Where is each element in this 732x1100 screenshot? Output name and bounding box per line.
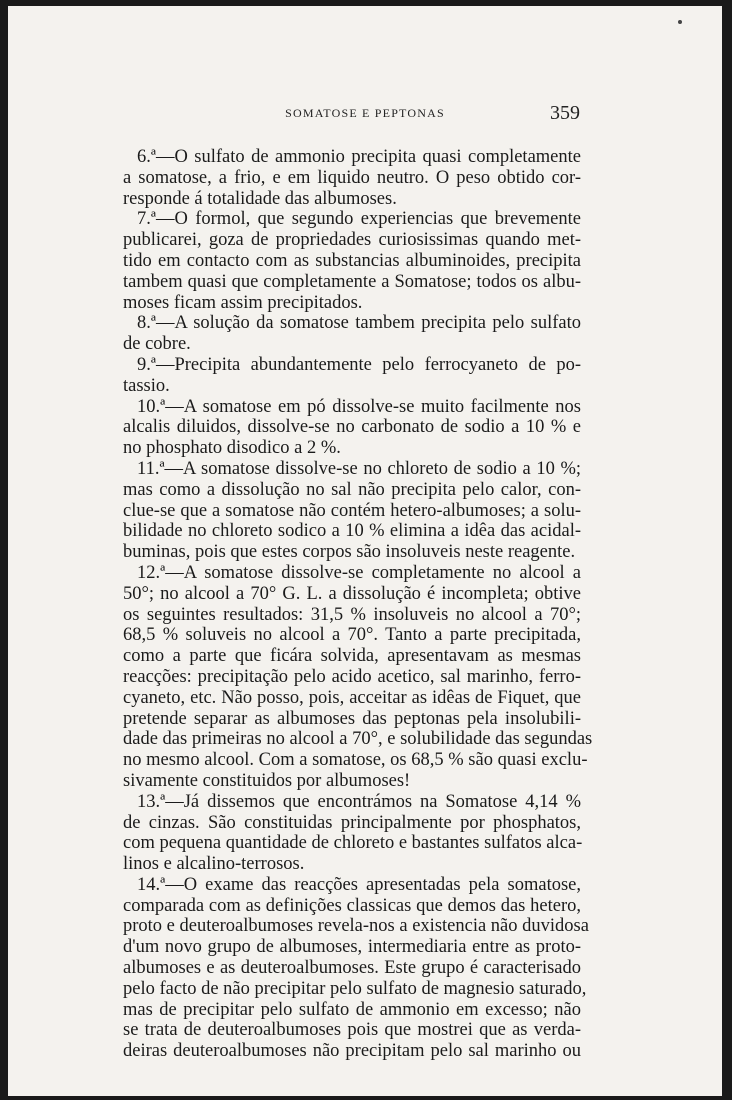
text-line: dade das primeiras no alcool a 70°, e solubilidade das segundas — [123, 729, 593, 750]
text-line: reacções: precipitação pelo acido acetico, sal marinho, ferro- — [123, 666, 581, 687]
text-line: clue-se que a somatose não contém hetero-albumoses; a solu- — [123, 500, 581, 521]
text-line: os seguintes resultados: 31,5 % insoluveis no alcool a 70°; — [123, 604, 581, 625]
text-line: a somatose, a frio, e em liquido neutro. O peso obtido cor- — [123, 167, 581, 188]
text-line: publicarei, goza de propriedades curiosissimas quando met- — [123, 230, 581, 251]
text-line: no mesmo alcool. Com a somatose, os 68,5 % são quasi exclu- — [123, 750, 588, 771]
text-line: proto e deuteroalbumoses revela-nos a existencia não duvidosa — [123, 916, 589, 937]
text-line: 13.ª—Já dissemos que encontrámos na Somatose 4,14 % — [137, 791, 581, 812]
page-number: 359 — [550, 102, 580, 124]
text-line: bilidade no chloreto sodico a 10 % elimina a idêa das acidal- — [123, 521, 581, 542]
text-line: 12.ª—A somatose dissolve-se completamente no alcool a — [137, 562, 581, 583]
text-line: 8.ª—A solução da somatose tambem precipita pelo sulfato — [137, 313, 581, 334]
text-line: linos e alcalino-terrosos. — [123, 854, 305, 875]
page-header — [8, 102, 722, 132]
text-line: tassio. — [123, 375, 170, 396]
text-line: de cobre. — [123, 334, 191, 355]
text-line: alcalis diluidos, dissolve-se no carbonato de sodio a 10 % e — [123, 417, 581, 438]
text-line: como a parte que ficára solvida, apresentavam as mesmas — [123, 646, 581, 667]
text-line: 10.ª—A somatose em pó dissolve-se muito facilmente nos — [137, 396, 581, 417]
text-line: de cinzas. São constituidas principalmente por phosphatos, — [123, 812, 581, 833]
book-page — [8, 6, 722, 1096]
text-line: sivamente constituidos por albumoses! — [123, 770, 411, 791]
text-line: pelo facto de não precipitar pelo sulfato de magnesio saturado, — [123, 978, 587, 999]
text-line: 68,5 % soluveis no alcool a 70°. Tanto a parte precipitada, — [123, 625, 581, 646]
text-line: 11.ª—A somatose dissolve-se no chloreto de sodio a 10 %; — [137, 458, 581, 479]
running-head: SOMATOSE E PEPTONAS — [285, 106, 445, 120]
text-line: 14.ª—O exame das reacções apresentadas pela somatose, — [137, 874, 581, 895]
text-line: 7.ª—O formol, que segundo experiencias que brevemente — [137, 209, 581, 230]
text-line: com pequena quantidade de chloreto e bastantes sulfatos alca- — [123, 833, 583, 854]
text-line: mas como a dissolução no sal não precipita pelo calor, con- — [123, 479, 581, 500]
text-line: mas de precipitar pelo sulfato de ammonio em excesso; não — [123, 999, 581, 1020]
print-speck — [678, 20, 682, 24]
text-line: deiras deuteroalbumoses não precipitam pelo sal marinho ou — [123, 1041, 581, 1062]
body-text — [123, 147, 593, 1062]
text-line: pretende separar as albumoses das peptonas pela insolubili- — [123, 708, 581, 729]
text-line: se trata de deuteroalbumoses pois que mostrei que as verda- — [123, 1020, 581, 1041]
text-line: albumoses e as deuteroalbumoses. Este grupo é caracterisado — [123, 958, 581, 979]
text-line: no phosphato disodico a 2 %. — [123, 438, 341, 459]
text-line: tido em contacto com as substancias albuminoides, precipita — [123, 250, 581, 271]
text-line: buminas, pois que estes corpos são insoluveis neste reagente. — [123, 542, 576, 563]
text-line: responde á totalidade das albumoses. — [123, 188, 397, 209]
text-line: 50°; no alcool a 70° G. L. a dissolução é incompleta; obtive — [123, 583, 581, 604]
text-line: tambem quasi que completamente a Somatose; todos os albu- — [123, 271, 581, 292]
text-line: 6.ª—O sulfato de ammonio precipita quasi completamente — [137, 147, 581, 167]
text-line: d'um novo grupo de albumoses, intermediaria entre as proto- — [123, 937, 581, 958]
text-line: 9.ª—Precipita abundantemente pelo ferrocyaneto de po- — [137, 354, 581, 375]
text-line: cyaneto, etc. Não posso, pois, acceitar as idêas de Fiquet, que — [123, 687, 581, 708]
text-line: comparada com as definições classicas que demos das hetero, — [123, 895, 581, 916]
text-line: moses ficam assim precipitados. — [123, 292, 363, 313]
